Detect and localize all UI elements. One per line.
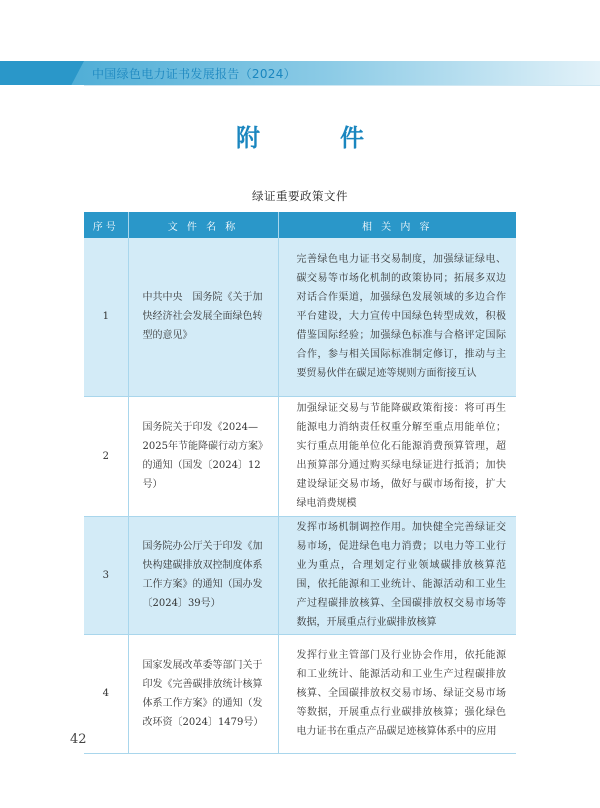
- document-name: 国务院办公厅关于印发《加快构建碳排放双控制度体系工作方案》的通知（国办发〔2024〕39号）: [128, 516, 278, 634]
- header-band: [0, 61, 600, 85]
- header-accent-block: [0, 61, 84, 85]
- row-number: 4: [84, 634, 128, 753]
- column-header-name: 文 件 名 称: [128, 212, 278, 238]
- row-number: 2: [84, 396, 128, 516]
- table-row: [84, 396, 516, 516]
- header-divider: [84, 85, 600, 86]
- table-title: 绿证重要政策文件: [252, 189, 348, 203]
- document-content: 发挥市场机制调控作用。加快健全完善绿证交易市场，促进绿色电力消费；以电力等工业行业为重点，合理划定行业领域碳排放核算范围，依托能源和工业统计、能源活动和工业生产过程碳排放核算、全国碳排放权交易市场等数据，开展重点行业碳排放核算: [278, 516, 516, 634]
- column-header-number: 序号: [84, 212, 128, 238]
- policy-table: [84, 212, 516, 754]
- row-number: 1: [84, 238, 128, 396]
- document-name: 国家发展改革委等部门关于印发《完善碳排放统计核算体系工作方案》的通知（发改环资〔2024〕1479号）: [128, 634, 278, 753]
- table-row: [84, 634, 516, 753]
- page-number: 42: [70, 732, 87, 747]
- document-content: 完善绿色电力证书交易制度，加强绿证绿电、碳交易等市场化机制的政策协同；拓展多双边对话合作渠道，加强绿色发展领域的多边合作平台建设，大力宣传中国绿色转型成效，积极借鉴国际经验；加强绿色标准与合格评定国际合作，参与相关国际标准制定修订，推动与主要贸易伙伴在碳足迹等规则方面衔接互认: [278, 238, 516, 396]
- document-content: 加强绿证交易与节能降碳政策衔接：将可再生能源电力消纳责任权重分解至重点用能单位；实行重点用能单位化石能源消费预算管理，超出预算部分通过购买绿电绿证进行抵消；加快建设绿证交易市场，做好与碳市场衔接，扩大绿电消费规模: [278, 396, 516, 516]
- document-name: 国务院关于印发《2024—2025年节能降碳行动方案》的通知（国发〔2024〕12号）: [128, 396, 278, 516]
- document-name: 中共中央 国务院《关于加快经济社会发展全面绿色转型的意见》: [128, 238, 278, 396]
- table-row: [84, 516, 516, 634]
- table-row: [84, 238, 516, 396]
- row-number: 3: [84, 516, 128, 634]
- column-header-content: 相 关 内 容: [278, 212, 516, 238]
- document-content: 发挥行业主管部门及行业协会作用，依托能源和工业统计、能源活动和工业生产过程碳排放核算、全国碳排放权交易市场、绿证交易市场等数据，开展重点行业碳排放核算；强化绿色电力证书在重点产品碳足迹核算体系中的应用: [278, 634, 516, 753]
- table-header-row: [84, 212, 516, 238]
- running-header-title: 中国绿色电力证书发展报告（2024）: [92, 67, 296, 81]
- page-title: 附 件: [236, 124, 392, 152]
